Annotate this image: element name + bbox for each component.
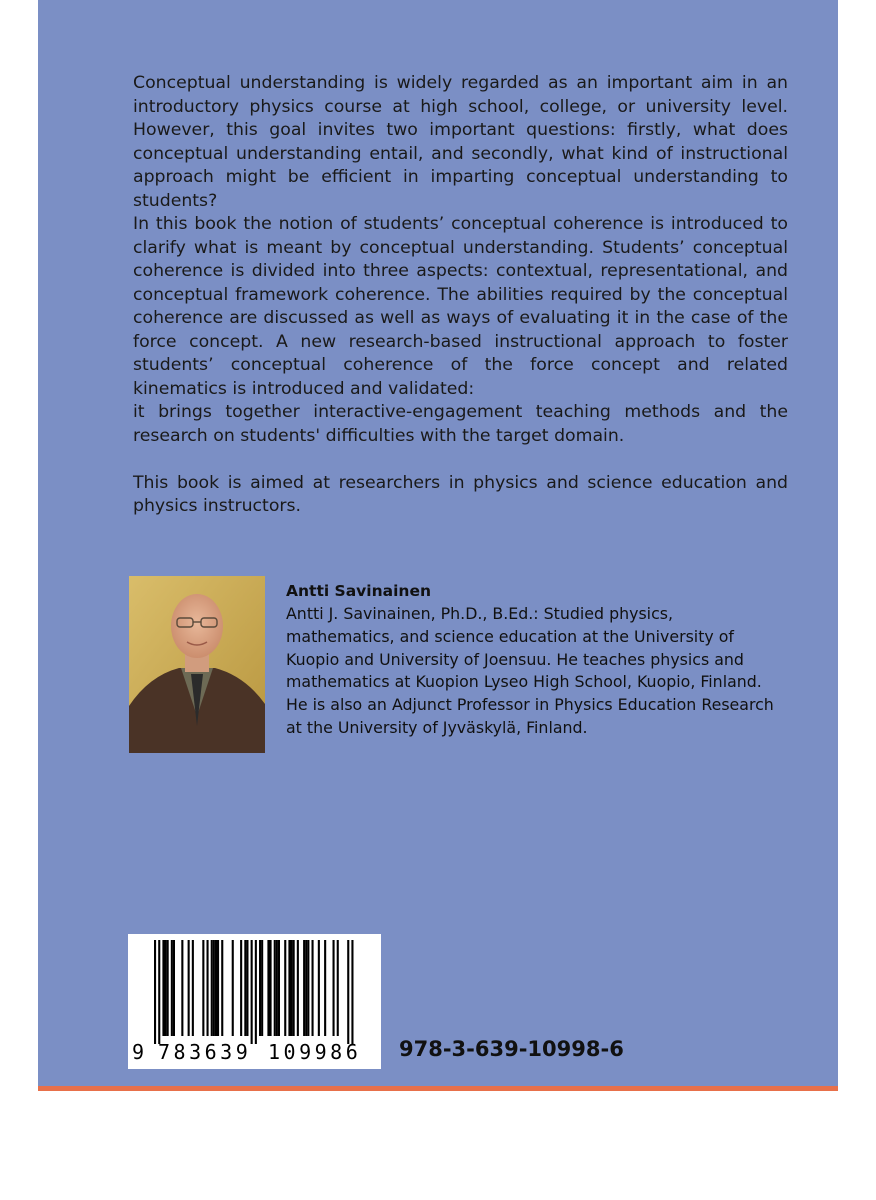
barcode-bar xyxy=(232,940,234,1036)
barcode-bar xyxy=(324,940,326,1036)
author-photo xyxy=(129,576,265,753)
barcode-bar xyxy=(318,940,320,1036)
barcode-first-digit: 9 xyxy=(132,1040,145,1064)
barcode-digits xyxy=(128,1040,381,1064)
isbn-number: 978-3-639-10998-6 xyxy=(399,1037,624,1061)
barcode-bar xyxy=(305,940,307,1036)
barcode-bar xyxy=(211,940,213,1036)
barcode-bar xyxy=(255,940,257,1044)
author-name: Antti Savinainen xyxy=(286,582,431,600)
barcode-bar xyxy=(267,940,269,1036)
barcode-bar xyxy=(167,940,169,1036)
blurb-audience: This book is aimed at researchers in physics and science education and physics instructors. xyxy=(133,472,788,516)
barcode-bar xyxy=(351,940,353,1044)
barcode-bar xyxy=(181,940,183,1036)
barcode-bar xyxy=(259,940,261,1036)
barcode-bar xyxy=(217,940,219,1036)
barcode-bar xyxy=(251,940,253,1044)
barcode-bar xyxy=(276,940,278,1036)
barcode-bar xyxy=(207,940,209,1036)
barcode-bar xyxy=(188,940,190,1036)
barcode-bar xyxy=(288,940,290,1036)
barcode-bar xyxy=(270,940,272,1036)
barcode-bar xyxy=(307,940,309,1036)
barcode-bar xyxy=(192,940,194,1036)
blurb-paragraph: In this book the notion of students’ conceptual coherence is introduced to clarify what is meant by conceptual understanding. Students’ conceptual coherence is divided into three aspects: contextual, representational, and conceptual framework coherence. The abilities required by the conceptual coherence are discussed as well as ways of evaluating it in the case of the force concept. A new research-based instructional approach to foster students’ conceptual coherence of the force concept and related kinematics is introduced and validated: xyxy=(133,214,788,399)
barcode-bar xyxy=(291,940,293,1036)
barcode-bar xyxy=(213,940,215,1036)
barcode-bar xyxy=(347,940,349,1044)
blurb-paragraph: Conceptual understanding is widely regarded as an important aim in an introductory physics course at high school, college, or university level. However, this goal invites two important questions: firstly, what does conceptual understanding entail, and secondly, what kind of instructional approach might be efficient in imparting conceptual understanding to students? xyxy=(133,73,788,211)
barcode-bar xyxy=(261,940,263,1036)
barcode-bar xyxy=(244,940,246,1036)
barcode-bar xyxy=(154,940,156,1044)
barcode-bar xyxy=(284,940,286,1036)
barcode-left-group: 783639 xyxy=(158,1040,252,1064)
barcode-bar xyxy=(165,940,167,1036)
barcode-bar xyxy=(303,940,305,1036)
barcode-bar xyxy=(337,940,339,1036)
book-blurb xyxy=(133,72,788,519)
blurb-paragraph: it brings together interactive-engagement teaching methods and the research on students' difficulties with the target domain. xyxy=(133,402,788,446)
barcode-bar xyxy=(158,940,160,1044)
barcode-bar xyxy=(246,940,248,1036)
accent-stripe xyxy=(38,1086,838,1091)
barcode-bar xyxy=(171,940,173,1036)
barcode-bar xyxy=(312,940,314,1036)
barcode-bar xyxy=(333,940,335,1036)
barcode-bar xyxy=(293,940,295,1036)
barcode-bar xyxy=(221,940,223,1036)
isbn-barcode xyxy=(128,934,381,1069)
barcode-bar xyxy=(240,940,242,1036)
barcode-bar xyxy=(278,940,280,1036)
barcode-bar xyxy=(274,940,276,1036)
author-portrait-image xyxy=(129,576,265,753)
barcode-bar xyxy=(162,940,164,1036)
barcode-bar xyxy=(215,940,217,1036)
author-bio: Antti J. Savinainen, Ph.D., B.Ed.: Studied physics, mathematics, and science education at the University of Kuopio and University of Joensuu. He teaches physics and mathematics at Kuopion Lyseo High School, Kuopio, Finland. He is also an Adjunct Professor in Physics Education Research at the University of Jyväskylä, Finland. xyxy=(286,604,774,737)
barcode-bar xyxy=(297,940,299,1036)
barcode-right-group: 109986 xyxy=(268,1040,362,1064)
barcode-bar xyxy=(173,940,175,1036)
barcode-bar xyxy=(202,940,204,1036)
